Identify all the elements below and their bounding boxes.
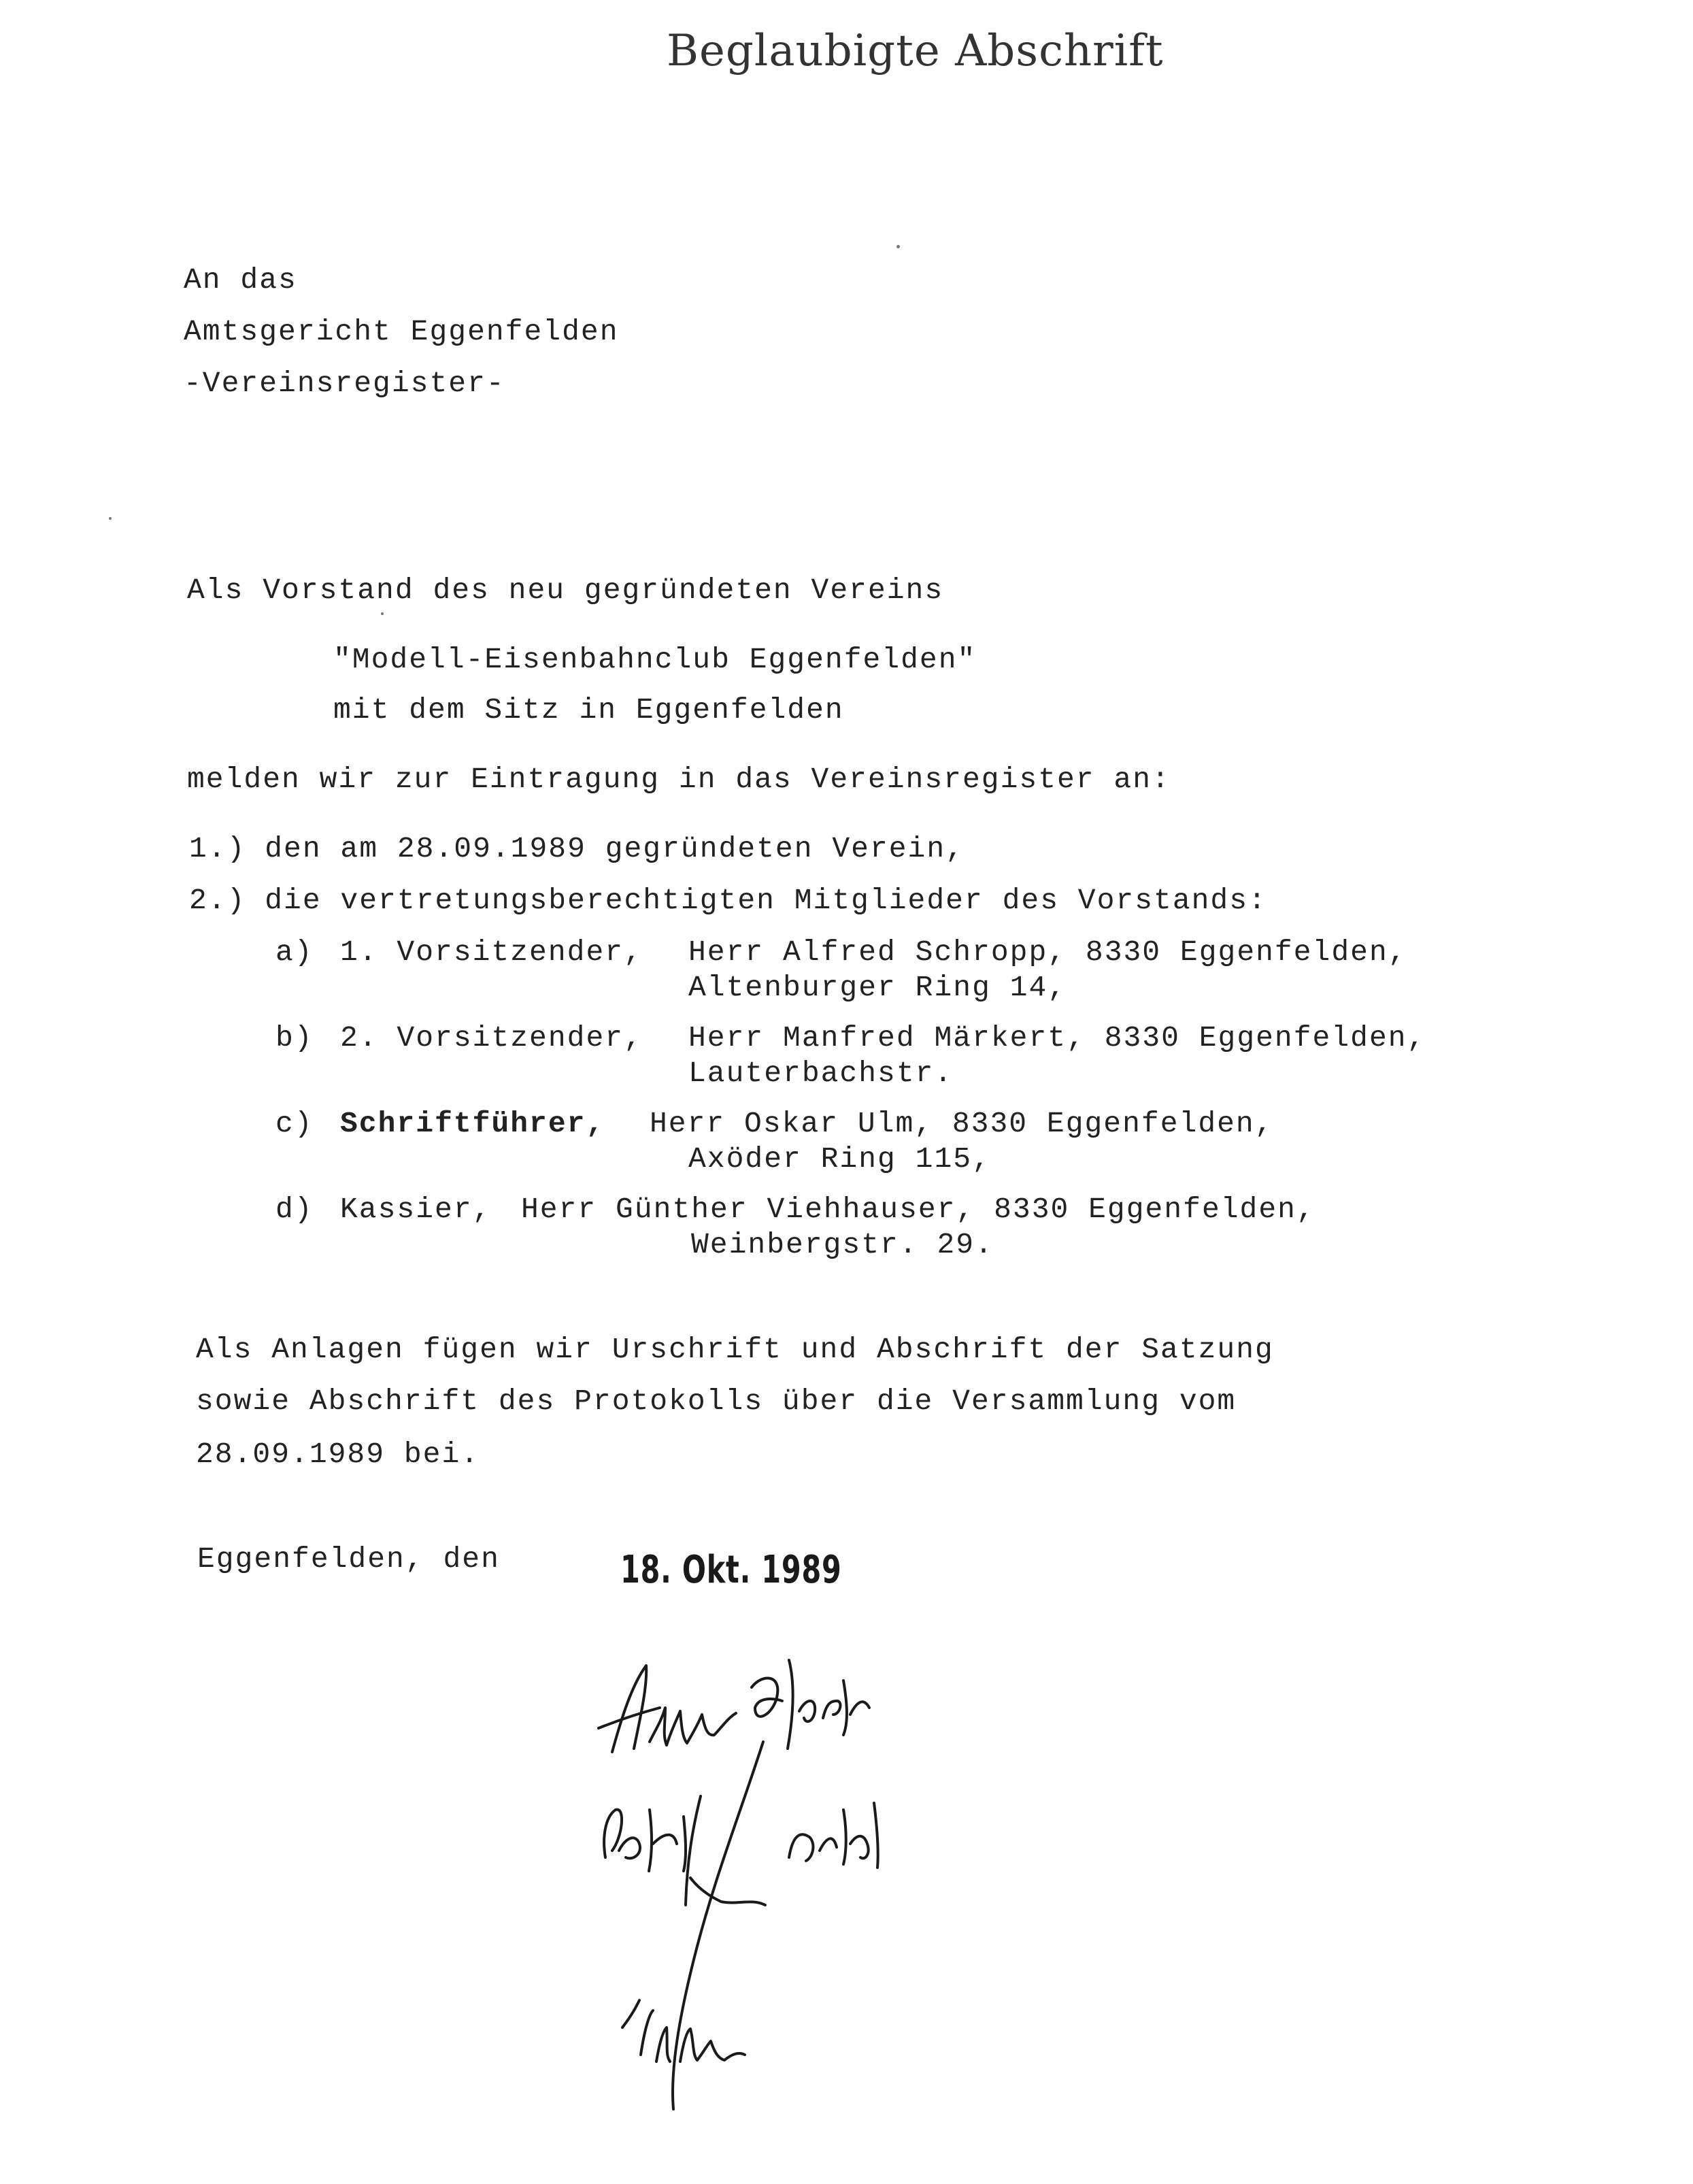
board-c-letter: c) [275,1107,314,1140]
board-b-address: Lauterbachstr. [688,1057,954,1090]
board-b-letter: b) [275,1021,314,1055]
board-a-person: Herr Alfred Schropp, 8330 Eggenfelden, [688,936,1407,969]
board-c-address: Axöder Ring 115, [688,1142,991,1176]
scan-speck [109,517,112,520]
club-name: "Modell-Eisenbahnclub Eggenfelden" [333,643,977,676]
intro-line-2: melden wir zur Eintragung in das Vereinsregister an: [187,763,1171,796]
board-c-role: Schriftführer, [340,1107,605,1140]
signature-alfred-schropp [599,1660,869,1752]
scan-speck [896,245,900,248]
addressee-line-3: -Vereinsregister- [184,367,505,400]
board-b-role: 2. Vorsitzender, [340,1021,643,1055]
scan-speck [381,612,384,615]
club-seat: mit dem Sitz in Eggenfelden [333,693,844,727]
board-d-person: Herr Günther Viehhauser, 8330 Eggenfelden, [521,1193,1315,1226]
date-stamp: 18. Okt. 1989 [620,1548,842,1592]
document-heading: Beglaubigte Abschrift [667,26,1164,76]
intro-line-1: Als Vorstand des neu gegründeten Vereins [187,574,944,607]
item-1: 1.) den am 28.09.1989 gegründeten Verein, [189,832,965,865]
board-a-letter: a) [275,936,314,969]
item-2: 2.) die vertretungsberechtigten Mitglieder des Vorstands: [189,884,1267,917]
board-d-address: Weinbergstr. 29. [691,1228,994,1261]
addressee-line-1: An das [184,263,297,297]
board-a-role: 1. Vorsitzender, [340,936,643,969]
addressee-line-2: Amtsgericht Eggenfelden [184,315,619,348]
board-b-person: Herr Manfred Märkert, 8330 Eggenfelden, [688,1021,1426,1055]
signature-manfred-maerkert [604,1796,878,1905]
board-d-letter: d) [275,1193,314,1226]
place-date-label: Eggenfelden, den [197,1542,500,1576]
attachments-line-3: 28.09.1989 bei. [196,1438,480,1471]
signatures [585,1633,1020,2150]
board-d-role: Kassier, [340,1193,492,1226]
board-a-address: Altenburger Ring 14, [688,971,1067,1004]
board-c-person: Herr Oskar Ulm, 8330 Eggenfelden, [650,1107,1274,1140]
attachments-line-1: Als Anlagen fügen wir Urschrift und Abschrift der Satzung [196,1333,1274,1366]
attachments-line-2: sowie Abschrift des Protokolls über die Versammlung vom [196,1385,1237,1418]
